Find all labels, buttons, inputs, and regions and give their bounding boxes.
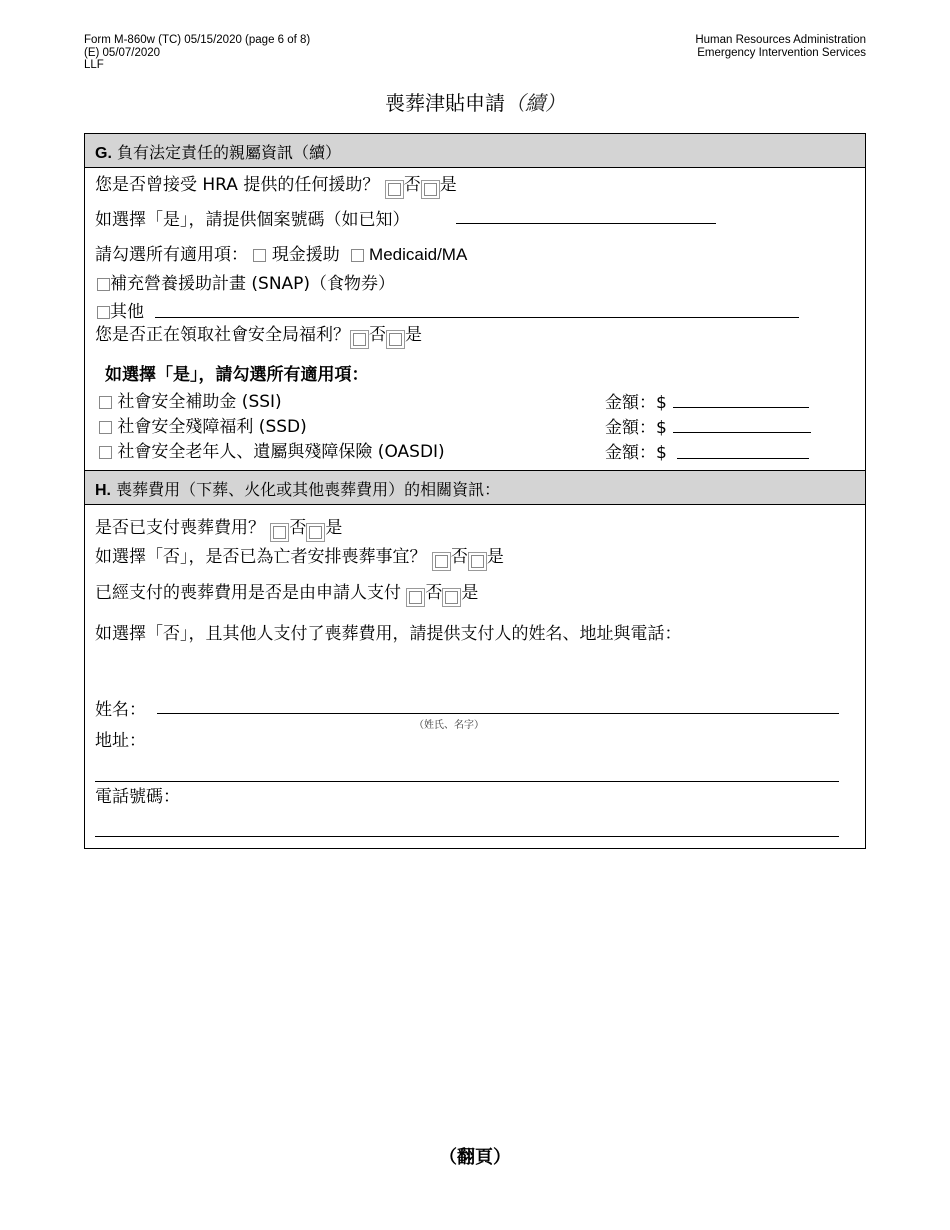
medicaid-label: Medicaid/MA — [369, 245, 468, 264]
paid-checkbox-group — [270, 523, 289, 542]
form-frame — [84, 133, 866, 849]
paid-question: 是否已支付喪葬費用？ — [95, 518, 265, 538]
payer-address-field[interactable] — [95, 781, 839, 782]
snap-row — [97, 269, 395, 294]
payer-name-label: 姓名： — [95, 700, 146, 720]
applicant-paid-yes-checkbox[interactable] — [445, 591, 458, 604]
snap-checkbox[interactable] — [97, 278, 110, 291]
other-field[interactable] — [155, 317, 799, 318]
payer-name-hint: （姓氏、名字） — [414, 720, 484, 731]
form-id-block — [84, 34, 310, 72]
ssi-amount-field[interactable] — [673, 407, 809, 408]
turn-page-note: （翻頁） — [439, 1147, 511, 1168]
arranged-question: 如選擇「否」，是否已為亡者安排喪葬事宜？ — [95, 547, 427, 567]
page-title-main: 喪葬津貼申請 — [385, 91, 505, 115]
form-number: Form M-860w (TC) 05/15/2020 (page 6 of 8) — [84, 34, 311, 46]
ssa-no-checkbox[interactable] — [353, 333, 366, 346]
applicant-paid-checkbox-group — [406, 588, 425, 607]
page-title-continued: （續） — [505, 91, 565, 115]
other-row — [97, 297, 144, 322]
paid-yes-checkbox[interactable] — [309, 526, 322, 539]
case-number-field[interactable] — [456, 223, 716, 224]
oasdi-checkbox[interactable] — [99, 446, 112, 459]
section-h-letter: H. — [95, 482, 111, 499]
hra-checkbox-group-yes — [421, 180, 440, 199]
oasdi-amount-field[interactable] — [677, 458, 809, 459]
cash-assistance-label: 現金援助 — [271, 245, 340, 265]
oasdi-label: 社會安全老年人、遺屬與殘障保險 (OASDI) — [117, 442, 445, 462]
benefit-oasdi-row — [99, 437, 445, 462]
applicant-paid-no-label: 否 — [425, 583, 443, 603]
arranged-checkbox-group-yes — [468, 552, 487, 571]
assistance-types-row — [95, 240, 467, 265]
ssa-no-label: 否 — [369, 325, 386, 345]
oasdi-amount-label: 金額：$ — [605, 443, 667, 463]
ssd-amount-field[interactable] — [673, 432, 811, 433]
applicant-paid-yes-label: 是 — [461, 583, 479, 603]
arranged-checkbox-group — [432, 552, 451, 571]
hra-yes-checkbox[interactable] — [424, 183, 437, 196]
medicaid-checkbox[interactable] — [351, 249, 364, 262]
applicant-paid-no-checkbox[interactable] — [409, 591, 422, 604]
section-h-header — [85, 470, 865, 505]
arranged-no-label: 否 — [450, 547, 468, 567]
form-english-date: (E) 05/07/2020 — [84, 46, 161, 59]
ssi-checkbox[interactable] — [99, 396, 112, 409]
ssa-checkbox-group — [350, 330, 369, 349]
section-g-letter: G. — [95, 144, 112, 162]
payer-phone-label: 電話號碼： — [95, 787, 180, 807]
page-title — [0, 87, 950, 116]
hra-no-checkbox[interactable] — [388, 183, 401, 196]
ssa-check-all-label: 如選擇「是」，請勾選所有適用項： — [105, 365, 369, 385]
section-g-header — [85, 133, 865, 168]
ssa-yes-label: 是 — [405, 325, 422, 345]
paid-row — [95, 513, 342, 542]
payer-phone-field[interactable] — [95, 836, 839, 837]
ssi-label: 社會安全補助金 (SSI) — [117, 392, 282, 412]
benefit-ssi-row — [99, 387, 282, 412]
hra-assistance-question: 您是否曾接受 HRA 提供的任何援助？ — [95, 175, 380, 195]
paid-no-checkbox[interactable] — [273, 526, 286, 539]
ssa-benefits-row — [95, 320, 422, 349]
ssa-benefits-question: 您是否正在領取社會安全局福利？ — [95, 325, 350, 345]
hra-checkbox-group — [385, 180, 404, 199]
cash-assistance-checkbox[interactable] — [253, 249, 266, 262]
ssd-amount-label: 金額：$ — [605, 418, 667, 438]
form-code: LLF — [84, 59, 104, 71]
arranged-yes-label: 是 — [486, 547, 504, 567]
snap-label: 補充營養援助計畫 (SNAP)（食物券） — [110, 274, 396, 294]
payer-name-field[interactable] — [157, 713, 839, 714]
paid-no-label: 否 — [289, 518, 307, 538]
ssa-checkbox-group-yes — [386, 330, 405, 349]
ssi-amount-label: 金額：$ — [605, 393, 667, 413]
hra-no-label: 否 — [403, 175, 421, 195]
check-all-label: 請勾選所有適用項： — [95, 245, 248, 265]
other-payer-prompt: 如選擇「否」，且其他人支付了喪葬費用，請提供支付人的姓名、地址與電話： — [95, 624, 682, 644]
ssd-label: 社會安全殘障福利 (SSD) — [117, 417, 307, 437]
paid-yes-label: 是 — [325, 518, 343, 538]
agency-division: Emergency Intervention Services — [697, 46, 866, 59]
hra-assistance-row — [95, 170, 457, 199]
benefit-ssd-row — [99, 412, 307, 437]
arranged-row — [95, 542, 504, 571]
ssd-checkbox[interactable] — [99, 421, 112, 434]
agency-block — [695, 34, 866, 59]
applicant-paid-row — [95, 578, 478, 607]
ssa-yes-checkbox[interactable] — [389, 333, 402, 346]
payer-address-label: 地址： — [95, 731, 146, 751]
other-label: 其他 — [110, 302, 144, 322]
applicant-paid-checkbox-group-yes — [442, 588, 461, 607]
agency-name: Human Resources Administration — [695, 34, 866, 46]
arranged-no-checkbox[interactable] — [435, 555, 448, 568]
hra-yes-label: 是 — [439, 175, 457, 195]
applicant-paid-question: 已經支付的喪葬費用是否是由申請人支付 — [95, 583, 401, 603]
case-number-label: 如選擇「是」，請提供個案號碼（如已知） — [95, 210, 410, 230]
section-g-heading: 負有法定責任的親屬資訊（續） — [116, 142, 341, 162]
arranged-yes-checkbox[interactable] — [471, 555, 484, 568]
paid-checkbox-group-yes — [306, 523, 325, 542]
other-checkbox[interactable] — [97, 306, 110, 319]
section-h-heading: 喪葬費用（下葬、火化或其他喪葬費用）的相關資訊： — [116, 480, 501, 499]
